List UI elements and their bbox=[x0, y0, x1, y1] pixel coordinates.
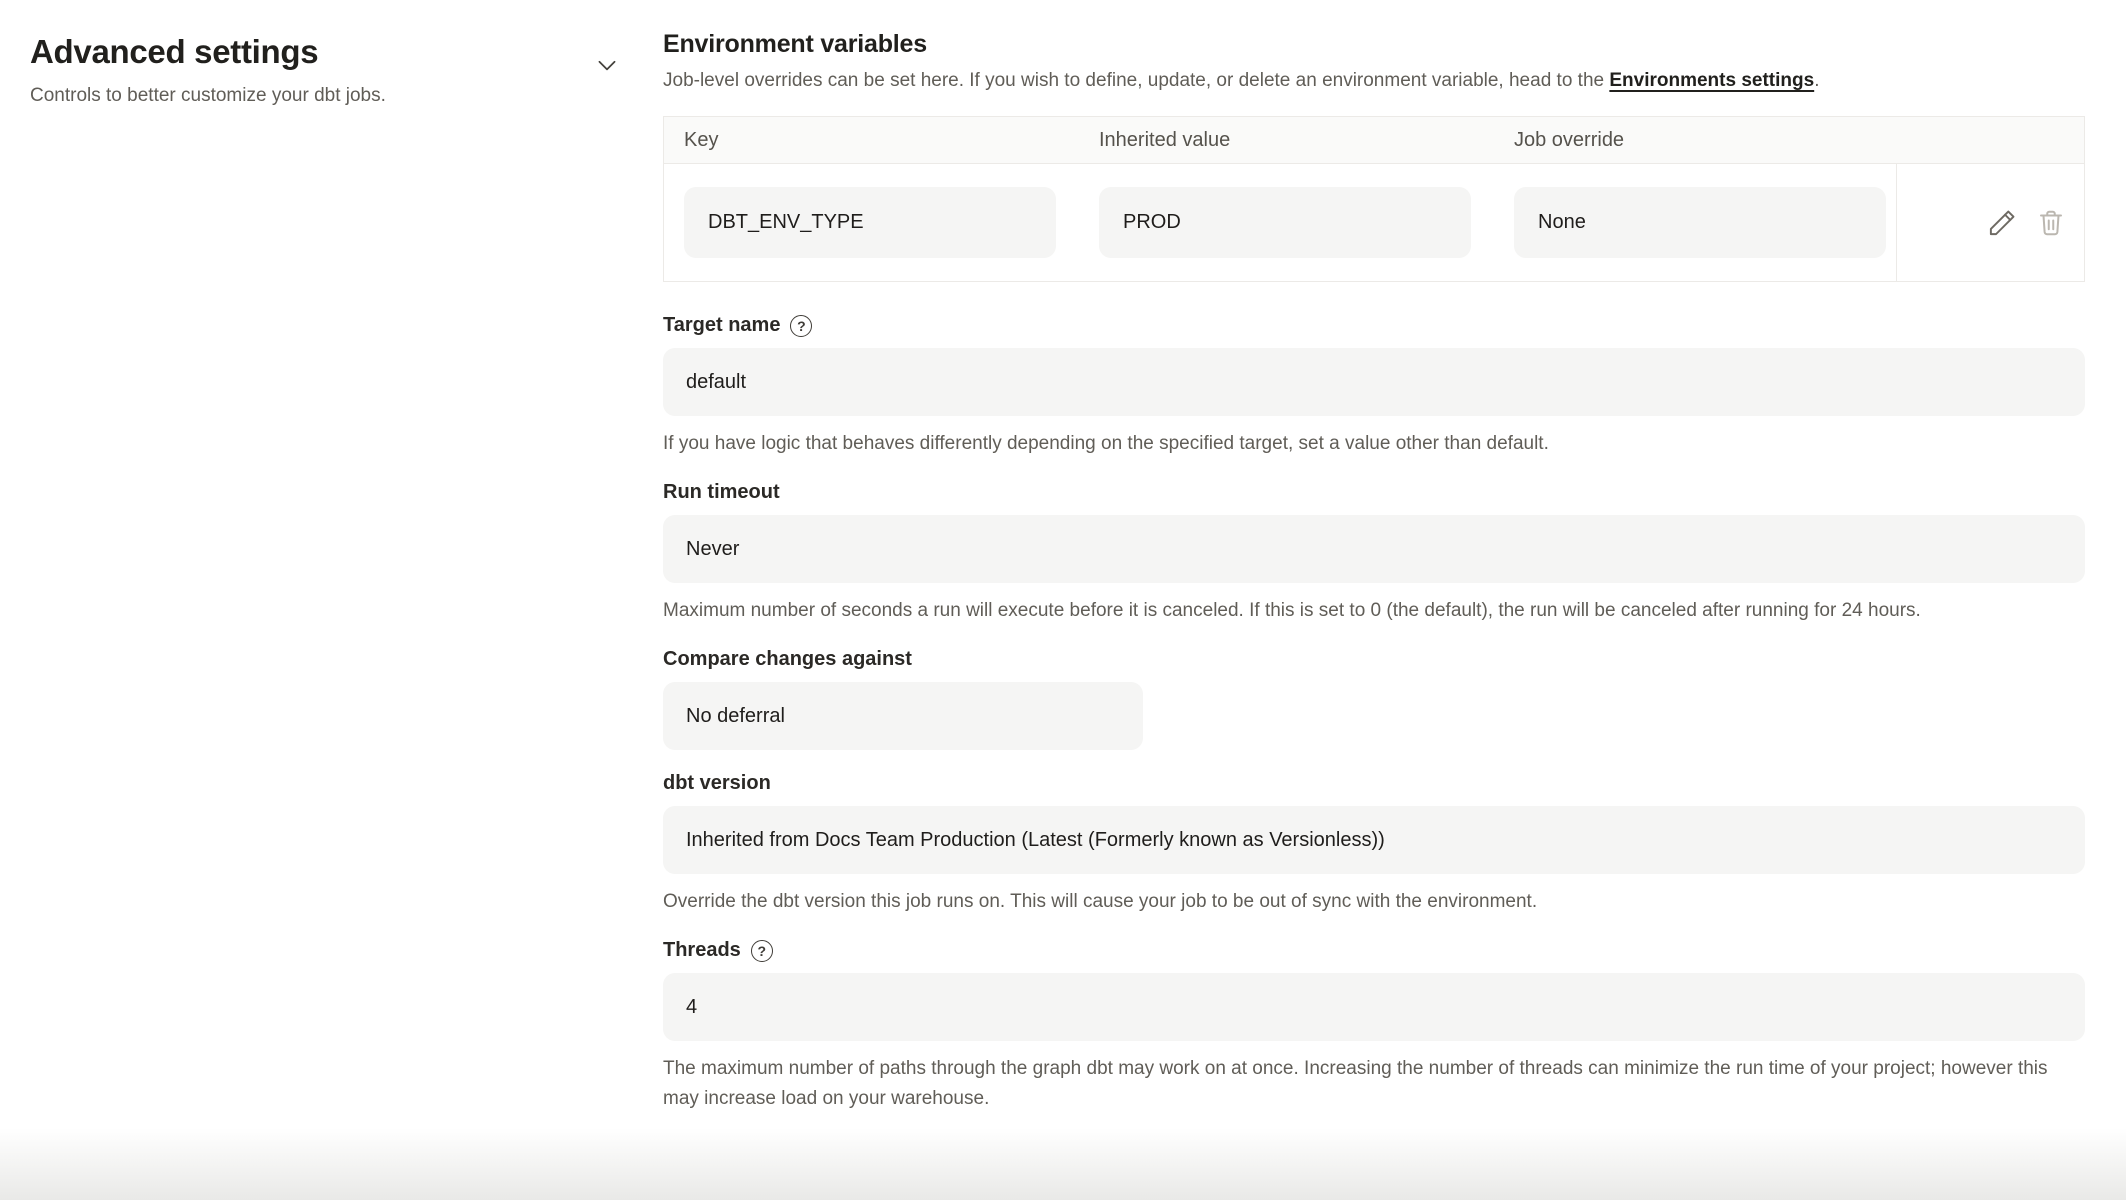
page-subtitle: Controls to better customize your dbt jobs. bbox=[30, 85, 386, 106]
dbt-version-field bbox=[663, 772, 2085, 917]
threads-label: Threads bbox=[663, 939, 741, 961]
env-var-inherited-value: PROD bbox=[1099, 187, 1471, 258]
pencil-icon bbox=[1987, 226, 2018, 241]
collapse-section-button[interactable] bbox=[594, 52, 620, 78]
env-var-override-cell bbox=[1494, 187, 1896, 258]
edit-env-var-button[interactable] bbox=[1987, 207, 2018, 238]
run-timeout-input[interactable]: Never bbox=[663, 515, 2085, 583]
env-vars-description-period: . bbox=[1814, 70, 1820, 91]
env-var-actions-cell bbox=[1896, 164, 2084, 281]
env-var-key-cell bbox=[664, 187, 1079, 258]
column-header-job-override: Job override bbox=[1514, 128, 1625, 151]
target-name-label: Target name bbox=[663, 314, 781, 336]
threads-label-row bbox=[663, 939, 2085, 962]
compare-changes-field bbox=[663, 648, 2085, 750]
dbt-version-input[interactable]: Inherited from Docs Team Production (Latest (Formerly known as Versionless)) bbox=[663, 806, 2085, 874]
delete-env-var-button[interactable] bbox=[2036, 208, 2066, 238]
chevron-down-icon bbox=[594, 66, 620, 81]
env-var-key-value: DBT_ENV_TYPE bbox=[684, 187, 1056, 258]
env-var-inherited-cell bbox=[1079, 187, 1494, 258]
advanced-settings-content bbox=[663, 30, 2085, 1114]
threads-field bbox=[663, 939, 2085, 1114]
threads-help-text: The maximum number of paths through the graph dbt may work on at once. Increasing the number of threads can minimize the run time of your project; however this may increase load on your warehouse. bbox=[663, 1058, 2048, 1109]
env-vars-title: Environment variables bbox=[663, 30, 927, 58]
target-name-input[interactable]: default bbox=[663, 348, 2085, 416]
help-icon[interactable]: ? bbox=[790, 315, 812, 337]
target-name-label-row bbox=[663, 314, 2085, 337]
dbt-version-label-row bbox=[663, 772, 2085, 795]
target-name-field bbox=[663, 314, 2085, 459]
env-var-override-value: None bbox=[1514, 187, 1886, 258]
env-vars-description-text: Job-level overrides can be set here. If you wish to define, update, or delete an environment variable, head to the bbox=[663, 70, 1610, 91]
dbt-version-help-text: Override the dbt version this job runs on. This will cause your job to be out of sync with the environment. bbox=[663, 891, 1538, 912]
advanced-settings-header bbox=[30, 30, 630, 1114]
target-name-help-text: If you have logic that behaves differently depending on the specified target, set a value other than default. bbox=[663, 433, 1549, 454]
compare-changes-label: Compare changes against bbox=[663, 648, 912, 670]
run-timeout-help-text: Maximum number of seconds a run will execute before it is canceled. If this is set to 0 (the default), the run will be canceled after running for 24 hours. bbox=[663, 600, 1921, 621]
table-row bbox=[664, 164, 2084, 281]
dbt-version-label: dbt version bbox=[663, 772, 771, 794]
trash-icon bbox=[2036, 226, 2066, 241]
env-vars-table bbox=[663, 116, 2085, 282]
env-vars-table-header bbox=[664, 117, 2084, 164]
environments-settings-link[interactable]: Environments settings bbox=[1609, 70, 1815, 91]
help-icon[interactable]: ? bbox=[751, 940, 773, 962]
column-header-key: Key bbox=[684, 128, 719, 151]
bottom-scroll-fade bbox=[0, 1128, 2126, 1200]
advanced-settings-header-text bbox=[30, 30, 386, 107]
column-header-inherited-value: Inherited value bbox=[1099, 128, 1231, 151]
compare-changes-label-row bbox=[663, 648, 2085, 671]
page-title: Advanced settings bbox=[30, 33, 319, 70]
threads-input[interactable]: 4 bbox=[663, 973, 2085, 1041]
compare-changes-input[interactable]: No deferral bbox=[663, 682, 1143, 750]
run-timeout-label: Run timeout bbox=[663, 481, 780, 503]
run-timeout-label-row bbox=[663, 481, 2085, 504]
env-vars-description bbox=[663, 70, 2085, 92]
run-timeout-field bbox=[663, 481, 2085, 626]
